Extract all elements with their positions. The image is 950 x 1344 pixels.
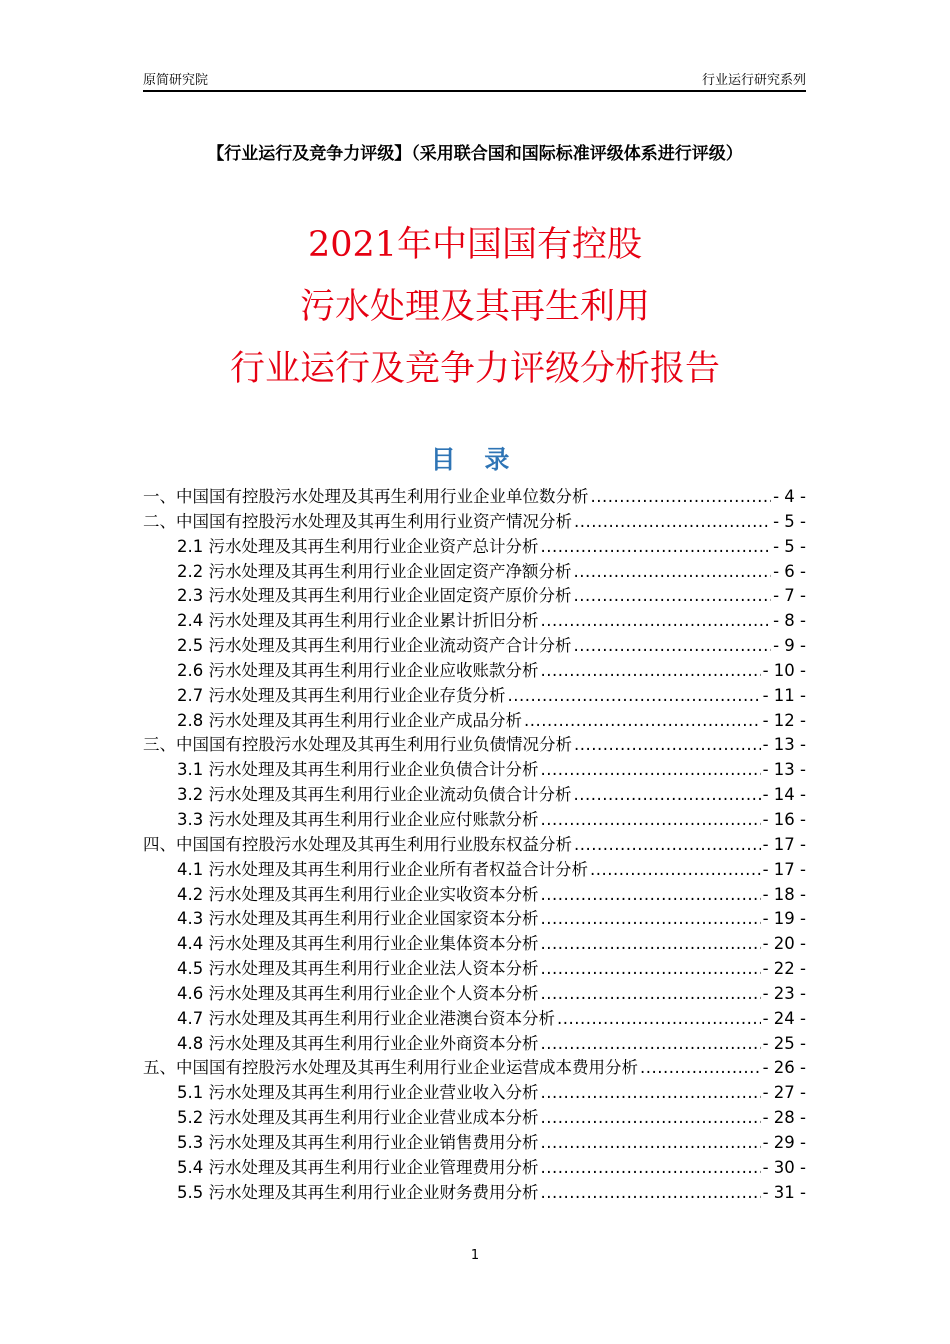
toc-leader-dots: [541, 1108, 761, 1127]
toc-entry-page: - 24 -: [762, 1008, 806, 1028]
toc-entry-label: 4.4 污水处理及其再生利用行业企业集体资本分析: [177, 934, 539, 954]
toc-entry-label: 3.1 污水处理及其再生利用行业企业负债合计分析: [177, 760, 539, 780]
toc-entry-page: - 8 -: [773, 611, 806, 631]
toc-entry-page: - 12 -: [762, 710, 806, 730]
toc-entry-label: 4.8 污水处理及其再生利用行业企业外商资本分析: [177, 1033, 539, 1053]
toc-entry[interactable]: [143, 930, 806, 955]
toc-entry-page: - 13 -: [762, 735, 806, 755]
rating-subtitle: 【行业运行及竞争力评级】（采用联合国和国际标准评级体系进行评级）: [207, 144, 743, 164]
toc-entry[interactable]: [143, 508, 806, 533]
toc-leader-dots: [541, 909, 761, 928]
toc-entry[interactable]: [143, 905, 806, 930]
toc-entry-page: - 30 -: [762, 1157, 806, 1177]
toc-leader-dots: [541, 934, 761, 953]
toc-leader-dots: [640, 1058, 761, 1077]
toc-entry-page: - 25 -: [762, 1033, 806, 1053]
toc-entry[interactable]: [143, 1079, 806, 1104]
toc-entry[interactable]: [143, 781, 806, 806]
toc-entry-page: - 18 -: [762, 884, 806, 904]
toc-entry-page: - 4 -: [773, 487, 806, 506]
toc-entry-page: - 5 -: [773, 511, 806, 531]
toc-entry-label: 2.6 污水处理及其再生利用行业企业应收账款分析: [177, 660, 539, 680]
toc-entry[interactable]: [143, 955, 806, 980]
toc-leader-dots: [541, 611, 772, 630]
toc-entry[interactable]: [143, 980, 806, 1005]
toc-entry[interactable]: [143, 707, 806, 732]
toc-entry[interactable]: [143, 806, 806, 831]
toc-entry-label: 五、中国国有控股污水处理及其再生利用行业企业运营成本费用分析: [143, 1058, 638, 1078]
toc-entry-label: 4.3 污水处理及其再生利用行业企业国家资本分析: [177, 909, 539, 929]
toc-entry[interactable]: [143, 682, 806, 707]
table-of-contents: [143, 483, 806, 1203]
toc-entry[interactable]: [143, 856, 806, 881]
toc-entry[interactable]: [143, 657, 806, 682]
toc-leader-dots: [541, 1083, 761, 1102]
toc-entry-page: - 9 -: [773, 636, 806, 656]
toc-leader-dots: [541, 760, 761, 779]
toc-entry-label: 2.7 污水处理及其再生利用行业企业存货分析: [177, 685, 506, 705]
toc-entry-label: 2.4 污水处理及其再生利用行业企业累计折旧分析: [177, 611, 539, 631]
toc-entry-page: - 7 -: [773, 586, 806, 606]
toc-leader-dots: [557, 1009, 761, 1028]
toc-entry-label: 4.6 污水处理及其再生利用行业企业个人资本分析: [177, 983, 539, 1003]
toc-leader-dots: [541, 537, 772, 556]
toc-entry-page: - 20 -: [762, 934, 806, 954]
toc-leader-dots: [574, 835, 761, 854]
toc-leader-dots: [574, 636, 772, 655]
toc-entry-page: - 26 -: [762, 1058, 806, 1078]
toc-leader-dots: [508, 686, 761, 705]
toc-entry-page: - 31 -: [762, 1182, 806, 1202]
toc-leader-dots: [574, 562, 772, 581]
toc-entry-label: 2.2 污水处理及其再生利用行业企业固定资产净额分析: [177, 561, 572, 581]
toc-entry-page: - 22 -: [762, 959, 806, 979]
toc-entry-page: - 17 -: [762, 834, 806, 854]
toc-entry[interactable]: [143, 881, 806, 906]
toc-leader-dots: [574, 785, 761, 804]
toc-entry-page: - 6 -: [773, 561, 806, 581]
toc-leader-dots: [541, 1158, 761, 1177]
toc-entry-label: 5.1 污水处理及其再生利用行业企业营业收入分析: [177, 1083, 539, 1103]
toc-entry-page: - 13 -: [762, 760, 806, 780]
toc-entry[interactable]: [143, 831, 806, 856]
toc-entry-label: 5.5 污水处理及其再生利用行业企业财务费用分析: [177, 1182, 539, 1202]
toc-entry-page: - 29 -: [762, 1132, 806, 1152]
page-number: 1: [470, 1248, 480, 1263]
toc-entry-page: - 11 -: [762, 685, 806, 705]
toc-leader-dots: [591, 487, 772, 506]
toc-entry[interactable]: [143, 607, 806, 632]
toc-entry-page: - 28 -: [762, 1108, 806, 1128]
toc-entry-page: - 16 -: [762, 809, 806, 829]
toc-entry[interactable]: [143, 1179, 806, 1204]
toc-entry-page: - 5 -: [773, 536, 806, 556]
page-header: [143, 68, 806, 92]
title-line-3: 行业运行及竞争力评级分析报告: [229, 349, 720, 389]
toc-entry-label: 5.3 污水处理及其再生利用行业企业销售费用分析: [177, 1132, 539, 1152]
toc-leader-dots: [541, 959, 761, 978]
toc-leader-dots: [541, 984, 761, 1003]
toc-entry-label: 二、中国国有控股污水处理及其再生利用行业资产情况分析: [143, 511, 572, 531]
toc-entry-label: 一、中国国有控股污水处理及其再生利用行业企业单位数分析: [143, 487, 589, 506]
toc-entry[interactable]: [143, 1154, 806, 1179]
toc-entry[interactable]: [143, 558, 806, 583]
toc-leader-dots: [541, 1183, 761, 1202]
toc-entry-label: 三、中国国有控股污水处理及其再生利用行业负债情况分析: [143, 735, 572, 755]
toc-entry-label: 2.3 污水处理及其再生利用行业企业固定资产原价分析: [177, 586, 572, 606]
toc-heading: 目 录: [430, 445, 520, 474]
toc-entry-page: - 14 -: [762, 785, 806, 805]
toc-entry-page: - 23 -: [762, 983, 806, 1003]
toc-entry-label: 3.3 污水处理及其再生利用行业企业应付账款分析: [177, 809, 539, 829]
toc-entry[interactable]: [143, 582, 806, 607]
toc-leader-dots: [541, 885, 761, 904]
toc-entry-label: 2.8 污水处理及其再生利用行业企业产成品分析: [177, 710, 522, 730]
toc-entry[interactable]: [143, 756, 806, 781]
toc-entry-label: 2.5 污水处理及其再生利用行业企业流动资产合计分析: [177, 636, 572, 656]
toc-entry-page: - 10 -: [762, 660, 806, 680]
toc-entry[interactable]: [143, 483, 806, 508]
toc-leader-dots: [574, 735, 761, 754]
toc-entry-label: 3.2 污水处理及其再生利用行业企业流动负债合计分析: [177, 785, 572, 805]
toc-entry[interactable]: [143, 731, 806, 756]
toc-entry-page: - 19 -: [762, 909, 806, 929]
toc-leader-dots: [524, 711, 761, 730]
toc-leader-dots: [541, 661, 761, 680]
toc-leader-dots: [574, 586, 772, 605]
toc-entry[interactable]: [143, 1005, 806, 1030]
toc-entry-label: 5.4 污水处理及其再生利用行业企业管理费用分析: [177, 1157, 539, 1177]
toc-entry[interactable]: [143, 533, 806, 558]
header-right: 行业运行研究系列: [701, 73, 806, 88]
toc-entry-page: - 17 -: [762, 859, 806, 879]
report-title: [0, 214, 950, 400]
toc-entry[interactable]: [143, 1104, 806, 1129]
toc-leader-dots: [541, 1034, 761, 1053]
toc-entry-page: - 27 -: [762, 1083, 806, 1103]
toc-leader-dots: [590, 860, 761, 879]
toc-leader-dots: [541, 810, 761, 829]
toc-entry-label: 2.1 污水处理及其再生利用行业企业资产总计分析: [177, 536, 539, 556]
toc-leader-dots: [574, 512, 771, 531]
toc-entry-label: 4.1 污水处理及其再生利用行业企业所有者权益合计分析: [177, 859, 588, 879]
title-line-2: 污水处理及其再生利用: [299, 287, 650, 327]
toc-entry-label: 四、中国国有控股污水处理及其再生利用行业股东权益分析: [143, 834, 572, 854]
header-left: 原简研究院: [143, 73, 209, 88]
toc-leader-dots: [541, 1133, 761, 1152]
toc-entry-label: 4.5 污水处理及其再生利用行业企业法人资本分析: [177, 959, 539, 979]
toc-entry[interactable]: [143, 1030, 806, 1055]
toc-entry-label: 4.7 污水处理及其再生利用行业企业港澳台资本分析: [177, 1008, 555, 1028]
toc-entry[interactable]: [143, 632, 806, 657]
toc-entry-label: 4.2 污水处理及其再生利用行业企业实收资本分析: [177, 884, 539, 904]
toc-entry-label: 5.2 污水处理及其再生利用行业企业营业成本分析: [177, 1108, 539, 1128]
title-line-1: 2021年中国国有控股: [307, 225, 643, 265]
toc-entry[interactable]: [143, 1129, 806, 1154]
toc-entry[interactable]: [143, 1054, 806, 1079]
